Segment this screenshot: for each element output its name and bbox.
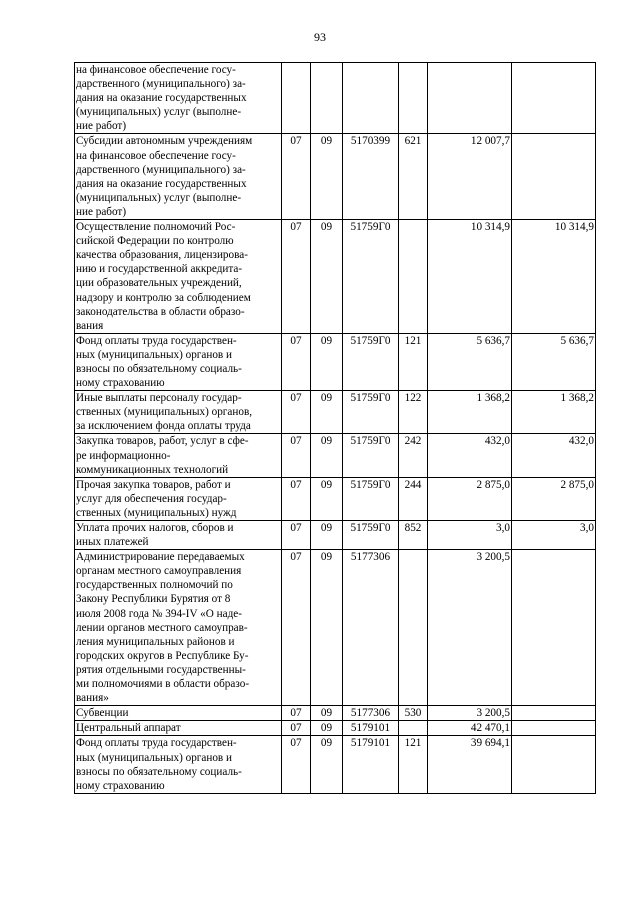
expense-type-code-cell: [399, 63, 428, 134]
table-row: [75, 434, 596, 477]
item-name-line: взносы по обязательному социаль-: [76, 362, 242, 375]
subvention-amount-cell: [512, 550, 596, 706]
item-name-cell: [75, 391, 282, 434]
subvention-amount-cell: [512, 706, 596, 721]
section-code-cell: 07: [282, 721, 311, 736]
table-row: [75, 134, 596, 220]
expense-type-code-cell: [399, 721, 428, 736]
item-name-line: Уплата прочих налогов, сборов и: [76, 522, 234, 534]
expense-type-code-cell: [399, 220, 428, 334]
expense-type-code-cell: 621: [399, 134, 428, 220]
item-name-cell: [75, 63, 282, 134]
amount-cell: 42 470,1: [428, 721, 512, 736]
subsection-code-cell: 09: [311, 477, 343, 520]
amount-cell: 12 007,7: [428, 134, 512, 220]
subsection-code-cell: 09: [311, 706, 343, 721]
item-name-line: Закону Республики Бурятия от 8: [76, 593, 231, 606]
subsection-code-cell: 09: [311, 521, 343, 550]
subvention-amount-cell: [512, 134, 596, 220]
target-article-code-cell: 51759Г0: [343, 333, 399, 390]
section-code-cell: 07: [282, 434, 311, 477]
section-code-cell: [282, 63, 311, 134]
target-article-code-cell: 51759Г0: [343, 391, 399, 434]
item-name-line: взносы по обязательному социаль-: [76, 765, 242, 778]
subvention-amount-cell: 10 314,9: [512, 220, 596, 334]
item-name-line: Закупка товаров, работ, услуг в сфе-: [76, 435, 249, 448]
item-name-line: ние работ): [76, 120, 127, 133]
item-name-line: Иные выплаты персоналу государ-: [76, 392, 242, 405]
subvention-amount-cell: [512, 721, 596, 736]
section-code-cell: 07: [282, 521, 311, 550]
item-name-line: Центральный аппарат: [76, 722, 181, 735]
subvention-amount-cell: 5 636,7: [512, 333, 596, 390]
item-name-cell: [75, 333, 282, 390]
item-name-line: ных (муниципальных) органов и: [76, 348, 232, 361]
item-name-line: дания на оказание государственных: [76, 177, 247, 190]
subsection-code-cell: 09: [311, 550, 343, 706]
subsection-code-cell: 09: [311, 736, 343, 793]
item-name-line: городских округов в Республике Бу-: [76, 649, 249, 662]
item-name-line: коммуникационных технологий: [76, 463, 229, 476]
item-name-line: Администрирование передаваемых: [76, 551, 245, 564]
table-row: [75, 521, 596, 550]
amount-cell: 3,0: [428, 521, 512, 550]
subvention-amount-cell: 2 875,0: [512, 477, 596, 520]
section-code-cell: 07: [282, 550, 311, 706]
item-name-line: рятия отдельными государственны-: [76, 663, 246, 676]
item-name-line: дания на оказание государственных: [76, 92, 247, 105]
amount-cell: 1 368,2: [428, 391, 512, 434]
table-row: [75, 736, 596, 793]
section-code-cell: 07: [282, 477, 311, 520]
item-name-line: ления муниципальных районов и: [76, 635, 235, 648]
table-row: [75, 63, 596, 134]
expense-type-code-cell: 121: [399, 736, 428, 793]
expense-type-code-cell: 121: [399, 333, 428, 390]
item-name-cell: [75, 477, 282, 520]
section-code-cell: 07: [282, 391, 311, 434]
table-row: [75, 333, 596, 390]
target-article-code-cell: 5179101: [343, 721, 399, 736]
item-name-line: ственных (муниципальных) органов,: [76, 406, 253, 419]
subvention-amount-cell: [512, 736, 596, 793]
item-name-line: услуг для обеспечения государ-: [76, 492, 227, 505]
item-name-line: на финансовое обеспечение госу-: [76, 149, 236, 162]
table-row: [75, 550, 596, 706]
expense-type-code-cell: 852: [399, 521, 428, 550]
budget-table: [74, 62, 596, 794]
item-name-line: ми полномочиями в области образо-: [76, 678, 250, 691]
item-name-line: сийской Федерации по контролю: [76, 235, 234, 248]
subsection-code-cell: 09: [311, 391, 343, 434]
expense-type-code-cell: 530: [399, 706, 428, 721]
item-name-line: ному страхованию: [76, 779, 165, 792]
table-row: [75, 220, 596, 334]
expense-type-code-cell: 244: [399, 477, 428, 520]
section-code-cell: 07: [282, 333, 311, 390]
item-name-line: ных (муниципальных) органов и: [76, 751, 232, 764]
item-name-line: органам местного самоуправления: [76, 565, 242, 578]
subsection-code-cell: 09: [311, 333, 343, 390]
item-name-cell: [75, 706, 282, 721]
subsection-code-cell: 09: [311, 220, 343, 334]
target-article-code-cell: 5177306: [343, 706, 399, 721]
item-name-line: Фонд оплаты труда государствен-: [76, 334, 237, 347]
item-name-line: дарственного (муниципального) за-: [76, 163, 246, 176]
subsection-code-cell: [311, 63, 343, 134]
subsection-code-cell: 09: [311, 134, 343, 220]
expense-type-code-cell: 242: [399, 434, 428, 477]
item-name-line: Осуществление полномочий Рос-: [76, 221, 236, 234]
table-row: [75, 706, 596, 721]
target-article-code-cell: 51759Г0: [343, 521, 399, 550]
table-row: [75, 391, 596, 434]
target-article-code-cell: 51759Г0: [343, 434, 399, 477]
item-name-line: (муниципальных) услуг (выполне-: [76, 191, 242, 204]
item-name-line: ственных (муниципальных) нужд: [76, 506, 237, 519]
expense-type-code-cell: 122: [399, 391, 428, 434]
subvention-amount-cell: 1 368,2: [512, 391, 596, 434]
item-name-line: ному страхованию: [76, 377, 165, 390]
target-article-code-cell: 51759Г0: [343, 220, 399, 334]
amount-cell: 3 200,5: [428, 550, 512, 706]
item-name-cell: [75, 736, 282, 793]
item-name-line: июля 2008 года № 394-IV «О наде-: [76, 607, 242, 620]
subvention-amount-cell: 432,0: [512, 434, 596, 477]
item-name-line: Прочая закупка товаров, работ и: [76, 478, 231, 491]
item-name-line: законодательства в области образо-: [76, 305, 245, 318]
item-name-line: дарственного (муниципального) за-: [76, 78, 246, 91]
section-code-cell: 07: [282, 220, 311, 334]
subvention-amount-cell: 3,0: [512, 521, 596, 550]
amount-cell: 432,0: [428, 434, 512, 477]
item-name-cell: [75, 521, 282, 550]
item-name-cell: [75, 550, 282, 706]
amount-cell: [428, 63, 512, 134]
item-name-line: Субсидии автономным учреждениям: [76, 135, 253, 148]
item-name-line: ние работ): [76, 205, 127, 218]
amount-cell: 39 694,1: [428, 736, 512, 793]
target-article-code-cell: 5170399: [343, 134, 399, 220]
amount-cell: 10 314,9: [428, 220, 512, 334]
item-name-line: Фонд оплаты труда государствен-: [76, 737, 237, 750]
item-name-line: нию и государственной аккредита-: [76, 263, 243, 276]
item-name-line: надзору и контролю за соблюдением: [76, 291, 251, 304]
item-name-cell: [75, 220, 282, 334]
item-name-cell: [75, 434, 282, 477]
item-name-line: ре информационно-: [76, 449, 171, 462]
item-name-line: качества образования, лицензирова-: [76, 249, 248, 262]
item-name-cell: [75, 721, 282, 736]
item-name-cell: [75, 134, 282, 220]
item-name-line: на финансовое обеспечение госу-: [76, 64, 236, 76]
target-article-code-cell: 51759Г0: [343, 477, 399, 520]
item-name-line: ции образовательных учреждений,: [76, 277, 242, 290]
subsection-code-cell: 09: [311, 721, 343, 736]
item-name-line: (муниципальных) услуг (выполне-: [76, 106, 242, 119]
section-code-cell: 07: [282, 134, 311, 220]
subsection-code-cell: 09: [311, 434, 343, 477]
amount-cell: 5 636,7: [428, 333, 512, 390]
budget-table-body: [75, 63, 596, 794]
item-name-line: государственных полномочий по: [76, 579, 233, 592]
page-number: 93: [314, 30, 326, 44]
item-name-line: вания: [76, 319, 104, 332]
target-article-code-cell: [343, 63, 399, 134]
expense-type-code-cell: [399, 550, 428, 706]
item-name-line: лении органов местного самоуправ-: [76, 621, 248, 634]
subvention-amount-cell: [512, 63, 596, 134]
amount-cell: 3 200,5: [428, 706, 512, 721]
target-article-code-cell: 5179101: [343, 736, 399, 793]
target-article-code-cell: 5177306: [343, 550, 399, 706]
item-name-line: вания»: [76, 692, 109, 705]
section-code-cell: 07: [282, 706, 311, 721]
item-name-line: Субвенции: [76, 707, 129, 720]
section-code-cell: 07: [282, 736, 311, 793]
item-name-line: иных платежей: [76, 536, 149, 549]
table-row: [75, 477, 596, 520]
item-name-line: за исключением фонда оплаты труда: [76, 420, 251, 433]
amount-cell: 2 875,0: [428, 477, 512, 520]
table-row: [75, 721, 596, 736]
